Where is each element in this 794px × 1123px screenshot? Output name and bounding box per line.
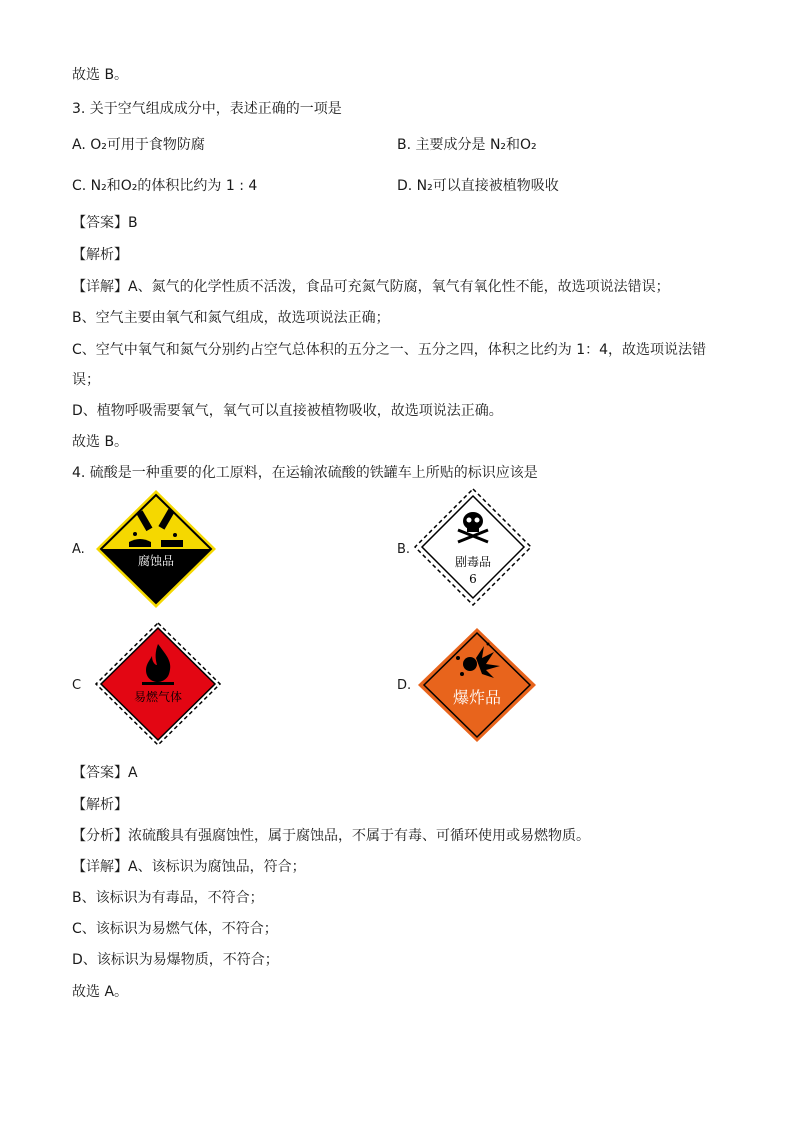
q4-detail-2: B、该标识为有毒品，不符合；: [72, 890, 264, 906]
q3-detail-6: 故选 B。: [72, 434, 129, 450]
q4-option-c-label: C: [72, 678, 82, 693]
q3-detail-4: 误；: [72, 372, 100, 388]
q3-option-c: C. N₂和O₂的体积比约为 1 : 4: [72, 178, 258, 194]
explosive-label: 爆炸品: [452, 688, 502, 707]
q4-detail-1: 【详解】A、该标识为腐蚀品，符合；: [72, 859, 306, 875]
q3-analysis-heading: 【解析】: [72, 247, 128, 263]
conclusion-line: 故选 B。: [72, 67, 129, 83]
q3-detail-1: 【详解】A、氮气的化学性质不活泼，食品可充氮气防腐，氧气有氧化性不能，故选项说法错误；: [72, 279, 670, 295]
flammable-gas-label: 易燃气体: [133, 690, 183, 704]
q3-detail-3: C、空气中氧气和氮气分别约占空气总体积的五分之一、五分之四，体积之比约为 1：4，故选项说法错: [72, 342, 707, 358]
question-3-stem: 3. 关于空气组成成分中，表述正确的一项是: [72, 101, 342, 117]
q4-conclusion: 故选 A。: [72, 984, 129, 1000]
corrosive-sign: [95, 490, 217, 608]
q3-detail-5: D、植物呼吸需要氧气，氧气可以直接被植物吸收，故选项说法正确。: [72, 403, 503, 419]
q3-option-b: B. 主要成分是 N₂和O₂: [397, 137, 537, 153]
toxic-sign: [414, 488, 532, 606]
q4-analysis: 【分析】浓硫酸具有强腐蚀性，属于腐蚀品，不属于有毒、可循环使用或易燃物质。: [72, 828, 590, 844]
q3-option-d: D. N₂可以直接被植物吸收: [397, 178, 559, 194]
q4-option-d-label: D.: [397, 678, 412, 693]
q4-option-a-label: A.: [72, 542, 85, 557]
toxic-label: 剧毒品: [454, 555, 492, 569]
q4-detail-3: C、该标识为易燃气体，不符合；: [72, 921, 278, 937]
toxic-class-number: 6: [469, 572, 477, 586]
q3-option-a: A. O₂可用于食物防腐: [72, 137, 205, 153]
corrosive-label: 腐蚀品: [137, 554, 175, 568]
question-4-stem: 4. 硫酸是一种重要的化工原料，在运输浓硫酸的铁罐车上所贴的标识应该是: [72, 465, 538, 481]
q4-analysis-heading: 【解析】: [72, 797, 128, 813]
q3-answer: 【答案】B: [72, 215, 138, 231]
q3-detail-2: B、空气主要由氧气和氮气组成，故选项说法正确；: [72, 310, 390, 326]
q4-option-b-label: B.: [397, 542, 411, 557]
flammable-gas-sign: [95, 622, 221, 746]
q4-answer: 【答案】A: [72, 765, 138, 781]
explosive-sign: [418, 628, 536, 742]
q4-detail-4: D、该标识为易爆物质，不符合；: [72, 952, 279, 968]
